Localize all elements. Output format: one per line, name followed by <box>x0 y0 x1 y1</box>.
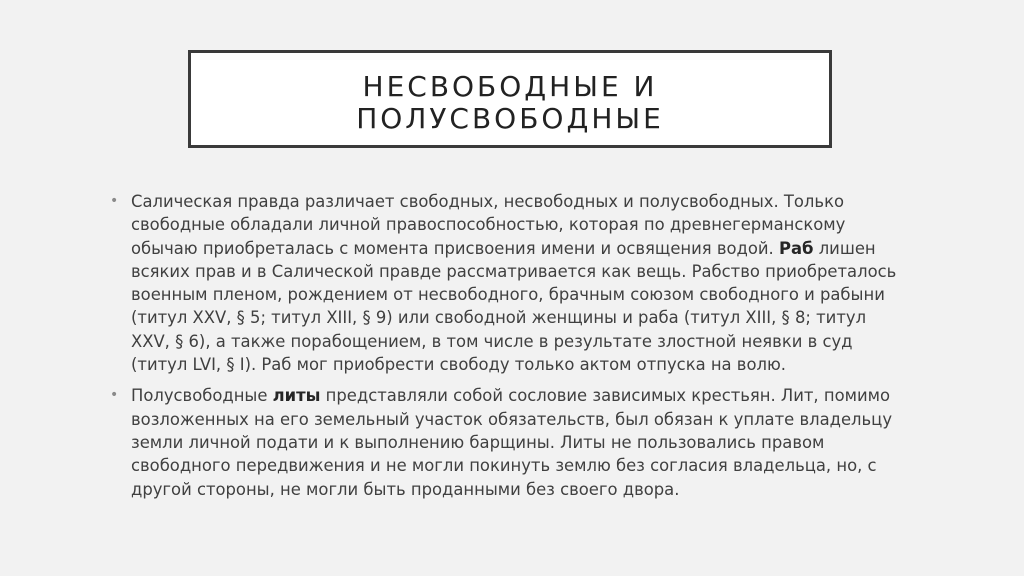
bullet-text-intro: Салическая правда различает свободных, несвободных и полусвободных. Только свободные обладали личной правоспособностью, которая по древнегерманскому обычаю приобреталась с момента присвоения имени и освящения водой. <box>131 192 846 258</box>
bullet-text-body: представляли собой сословие зависимых крестьян. Лит, помимо возложенных на его земельный участок обязательств, был обязан к уплате владельцу земли личной подати и к выполнению барщины. Литы не пользовались правом свободного передвижения и не могли покинуть землю без согласия владельца, но, с другой стороны, не могли быть проданными без своего двора. <box>131 386 893 499</box>
bullet-text-body: лишен всяких прав и в Салической правде рассматривается как вещь. Рабство приобреталось военным пленом, рождением от несвободного, брачным союзом свободного и рабыни (титул XXV, § 5; титул XIII, § 9) или свободной женщины и раба (титул XIII, § 8; титул XXV, § 6), а также порабощением, в том числе в результате злостной неявки в суд (титул LVI, § I). Раб мог приобрести свободу только актом отпуска на волю. <box>131 238 897 375</box>
bullet-list <box>110 190 910 509</box>
slide-title <box>191 71 829 135</box>
title-box <box>188 50 832 148</box>
bullet-text-intro: Полусвободные <box>131 386 273 406</box>
bullet-bold-term: литы <box>272 386 321 406</box>
bullet-bold-term: Раб <box>778 238 814 258</box>
bullet-item-lits <box>110 384 910 500</box>
bullet-icon: • <box>110 193 119 209</box>
bullet-icon: • <box>110 387 119 404</box>
slide-title-line-2: ПОЛУСВОБОДНЫЕ <box>356 102 664 135</box>
bullet-item-slaves <box>110 190 910 376</box>
slide-title-line-1: НЕСВОБОДНЫЕ И <box>362 70 658 103</box>
